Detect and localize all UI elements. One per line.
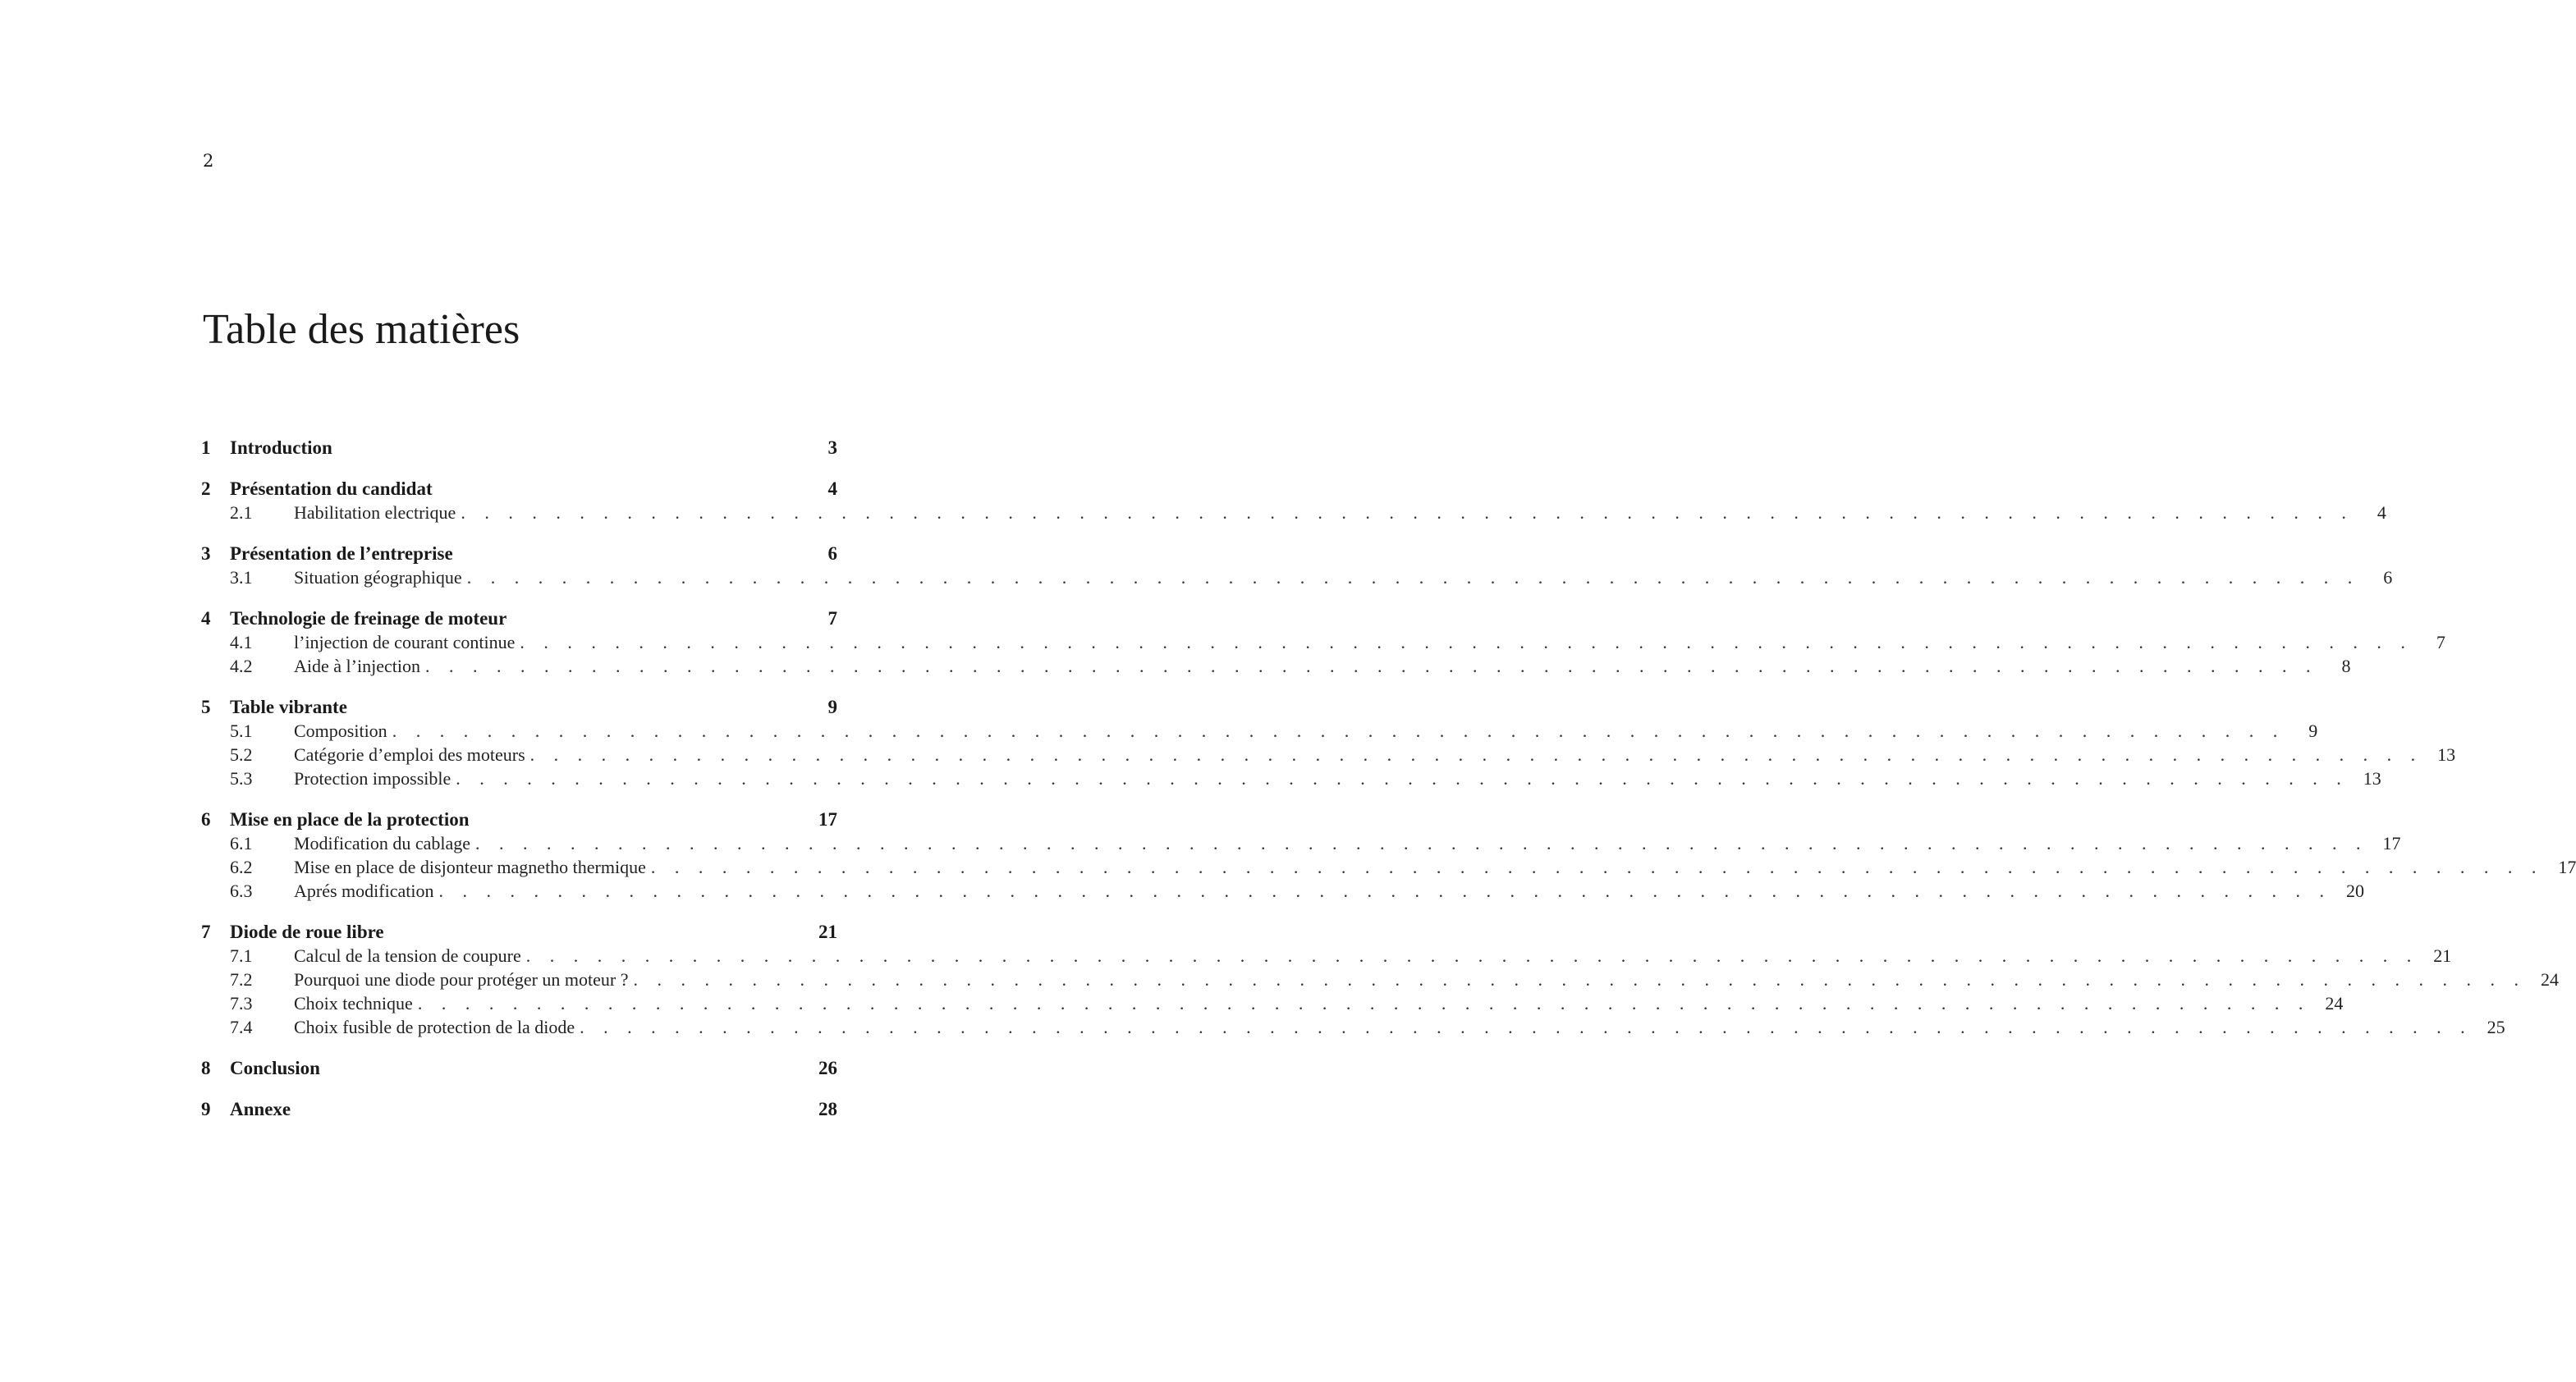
toc-subentry-label: Catégorie d’emploi des moteurs	[294, 744, 525, 765]
toc-subentry-number: 7.2	[230, 969, 253, 990]
toc-section	[201, 695, 2456, 790]
toc-subentry-label: Pourquoi une diode pour protéger un moteur ?	[294, 969, 629, 990]
table-of-contents	[201, 436, 2576, 1138]
toc-entry-sub[interactable]	[201, 654, 2351, 678]
toc-subentry-label: Situation géographique	[294, 567, 462, 588]
toc-dot-leader: . . . . . . . . . . . . . . . . . . . . . . . . . . . . . . . . . . . . . . . . . . . . . . . . . . . . . . . . . . . . . . . . . . . . . . . . . . . . . . . .	[466, 567, 2360, 588]
toc-subentry-page: 13	[2363, 768, 2381, 789]
toc-subentry-number: 6.3	[230, 881, 253, 901]
toc-entry-label: Diode de roue libre	[230, 922, 384, 942]
toc-dot-leader: . . . . . . . . . . . . . . . . . . . . . . . . . . . . . . . . . . . . . . . . . . . . . . . . . . . . . . . . . . . . . . . . . . . . . . . . . . . . . . . .	[650, 857, 2544, 877]
toc-entry-number: 7	[201, 922, 211, 942]
toc-entry-label: Présentation de l’entreprise	[230, 543, 453, 564]
toc-subentry-page: 24	[2325, 993, 2344, 1014]
toc-subentry-label: Choix technique	[294, 993, 413, 1014]
toc-entry-main[interactable]	[201, 695, 837, 719]
toc-entry-sub[interactable]	[201, 565, 2393, 589]
toc-dot-leader: . . . . . . . . . . . . . . . . . . . . . . . . . . . . . . . . . . . . . . . . . . . . . . . . . . . . . . . . . . . . . . . . . . . . . . . . . . . . . . . .	[438, 881, 2331, 901]
toc-subentry-number: 7.3	[230, 993, 253, 1014]
toc-entry-sub[interactable]	[201, 630, 2445, 654]
page-number: 2	[203, 151, 214, 171]
toc-entry-number: 9	[201, 1099, 211, 1119]
toc-entry-main[interactable]	[201, 920, 837, 944]
toc-subentry-number: 5.3	[230, 768, 253, 789]
toc-dot-leader: . . . . . . . . . . . . . . . . . . . . . . . . . . . . . . . . . . . . . . . . . . . . . . . . . . . . . . . . . . . . . . . . . . . . . . . . . . . . . . . .	[520, 632, 2413, 652]
toc-entry-number: 2	[201, 478, 211, 499]
toc-subentry-label: Aprés modification	[294, 881, 434, 901]
toc-subentry-number: 7.1	[230, 945, 253, 966]
toc-entry-page: 17	[818, 809, 837, 830]
toc-entry-label: Annexe	[230, 1099, 291, 1119]
toc-entry-number: 4	[201, 608, 211, 629]
toc-title: Table des matières	[203, 306, 520, 353]
toc-entry-number: 5	[201, 697, 211, 717]
toc-subentry-page: 21	[2433, 945, 2452, 966]
toc-entry-number: 1	[201, 437, 211, 458]
toc-entry-label: Mise en place de la protection	[230, 809, 470, 830]
toc-subentry-page: 17	[2558, 857, 2576, 877]
toc-entry-page: 3	[827, 437, 837, 458]
toc-subentry-number: 3.1	[230, 567, 253, 588]
toc-dot-leader: . . . . . . . . . . . . . . . . . . . . . . . . . . . . . . . . . . . . . . . . . . . . . . . . . . . . . . . . . . . . . . . . . . . . . . . . . . . . . . . .	[529, 744, 2423, 765]
toc-entry-sub[interactable]	[201, 879, 2364, 903]
toc-subentry-label: Choix fusible de protection de la diode	[294, 1017, 575, 1037]
toc-section	[201, 542, 2393, 589]
toc-section	[201, 808, 2576, 903]
toc-entry-page: 26	[818, 1058, 837, 1078]
toc-entry-main[interactable]	[201, 808, 837, 831]
toc-dot-leader: . . . . . . . . . . . . . . . . . . . . . . . . . . . . . . . . . . . . . . . . . . . . . . . . . . . . . . . . . . . . . . . . . . . . . . . . . . . . . . . .	[417, 993, 2311, 1014]
toc-subentry-page: 13	[2437, 744, 2456, 765]
toc-subentry-page: 20	[2345, 881, 2364, 901]
toc-dot-leader: . . . . . . . . . . . . . . . . . . . . . . . . . . . . . . . . . . . . . . . . . . . . . . . . . . . . . . . . . . . . . . . . . . . . . . . . . . . . . . . .	[424, 656, 2318, 676]
toc-entry-main[interactable]	[201, 1056, 837, 1080]
toc-section	[201, 1097, 837, 1121]
toc-dot-leader: . . . . . . . . . . . . . . . . . . . . . . . . . . . . . . . . . . . . . . . . . . . . . . . . . . . . . . . . . . . . . . . . . . . . . . . . . . . . . . . .	[525, 945, 2419, 966]
toc-subentry-page: 6	[2383, 567, 2393, 588]
toc-subentry-page: 17	[2382, 833, 2401, 853]
toc-entry-sub[interactable]	[201, 719, 2318, 743]
toc-subentry-number: 5.2	[230, 744, 253, 765]
toc-subentry-number: 4.1	[230, 632, 253, 652]
toc-entry-page: 21	[818, 922, 837, 942]
toc-subentry-label: Modification du cablage	[294, 833, 471, 853]
toc-entry-sub[interactable]	[201, 831, 2401, 855]
toc-subentry-number: 2.1	[230, 502, 253, 523]
toc-entry-main[interactable]	[201, 1097, 837, 1121]
toc-subentry-label: Protection impossible	[294, 768, 451, 789]
toc-entry-sub[interactable]	[201, 767, 2381, 790]
toc-dot-leader: . . . . . . . . . . . . . . . . . . . . . . . . . . . . . . . . . . . . . . . . . . . . . . . . . . . . . . . . . . . . . . . . . . . . . . . . . . . . . . . .	[392, 721, 2285, 741]
toc-entry-main[interactable]	[201, 477, 837, 501]
toc-entry-page: 6	[827, 543, 837, 564]
toc-subentry-number: 6.2	[230, 857, 253, 877]
toc-subentry-page: 9	[2308, 721, 2318, 741]
toc-entry-label: Technologie de freinage de moteur	[230, 608, 507, 629]
toc-entry-label: Présentation du candidat	[230, 478, 433, 499]
toc-subentry-number: 7.4	[230, 1017, 253, 1037]
toc-subentry-label: Mise en place de disjonteur magnetho thermique	[294, 857, 646, 877]
toc-subentry-page: 4	[2377, 502, 2386, 523]
toc-dot-leader: . . . . . . . . . . . . . . . . . . . . . . . . . . . . . . . . . . . . . . . . . . . . . . . . . . . . . . . . . . . . . . . . . . . . . . . . . . . . . . . .	[580, 1017, 2473, 1037]
toc-dot-leader: . . . . . . . . . . . . . . . . . . . . . . . . . . . . . . . . . . . . . . . . . . . . . . . . . . . . . . . . . . . . . . . . . . . . . . . . . . . . . . . .	[456, 768, 2349, 789]
toc-subentry-label: Composition	[294, 721, 387, 741]
toc-section	[201, 436, 837, 460]
toc-subentry-page: 8	[2341, 656, 2351, 676]
toc-section	[201, 1056, 837, 1080]
toc-entry-label: Conclusion	[230, 1058, 320, 1078]
toc-entry-page: 4	[827, 478, 837, 499]
toc-entry-sub[interactable]	[201, 855, 2576, 879]
toc-entry-main[interactable]	[201, 606, 837, 630]
toc-subentry-label: Calcul de la tension de coupure	[294, 945, 521, 966]
toc-entry-label: Introduction	[230, 437, 332, 458]
toc-entry-number: 8	[201, 1058, 211, 1078]
toc-entry-sub[interactable]	[201, 991, 2344, 1015]
toc-dot-leader: . . . . . . . . . . . . . . . . . . . . . . . . . . . . . . . . . . . . . . . . . . . . . . . . . . . . . . . . . . . . . . . . . . . . . . . . . . . . . . . .	[461, 502, 2354, 523]
toc-subentry-number: 6.1	[230, 833, 253, 853]
toc-subentry-page: 7	[2436, 632, 2445, 652]
toc-subentry-label: l’injection de courant continue	[294, 632, 516, 652]
toc-subentry-number: 4.2	[230, 656, 253, 676]
toc-subentry-number: 5.1	[230, 721, 253, 741]
toc-entry-number: 3	[201, 543, 211, 564]
toc-entry-sub[interactable]	[201, 944, 2452, 968]
toc-subentry-page: 25	[2487, 1017, 2505, 1037]
toc-dot-leader: . . . . . . . . . . . . . . . . . . . . . . . . . . . . . . . . . . . . . . . . . . . . . . . . . . . . . . . . . . . . . . . . . . . . . . . . . . . . . . . .	[475, 833, 2368, 853]
toc-entry-sub[interactable]	[201, 743, 2456, 767]
toc-entry-sub[interactable]	[201, 1015, 2505, 1039]
toc-section	[201, 920, 2560, 1039]
toc-entry-number: 6	[201, 809, 211, 830]
toc-entry-main[interactable]	[201, 436, 837, 460]
toc-entry-main[interactable]	[201, 542, 837, 565]
toc-entry-page: 28	[818, 1099, 837, 1119]
toc-section	[201, 477, 2386, 524]
toc-entry-label: Table vibrante	[230, 697, 347, 717]
toc-entry-page: 9	[827, 697, 837, 717]
toc-subentry-label: Habilitation electrique	[294, 502, 456, 523]
toc-entry-page: 7	[827, 608, 837, 629]
toc-dot-leader: . . . . . . . . . . . . . . . . . . . . . . . . . . . . . . . . . . . . . . . . . . . . . . . . . . . . . . . . . . . . . . . . . . . . . . . . . . . . . . . .	[633, 969, 2527, 990]
toc-section	[201, 606, 2445, 678]
toc-subentry-page: 24	[2541, 969, 2560, 990]
toc-entry-sub[interactable]	[201, 968, 2560, 991]
toc-subentry-label: Aide à l’injection	[294, 656, 420, 676]
toc-entry-sub[interactable]	[201, 501, 2386, 524]
